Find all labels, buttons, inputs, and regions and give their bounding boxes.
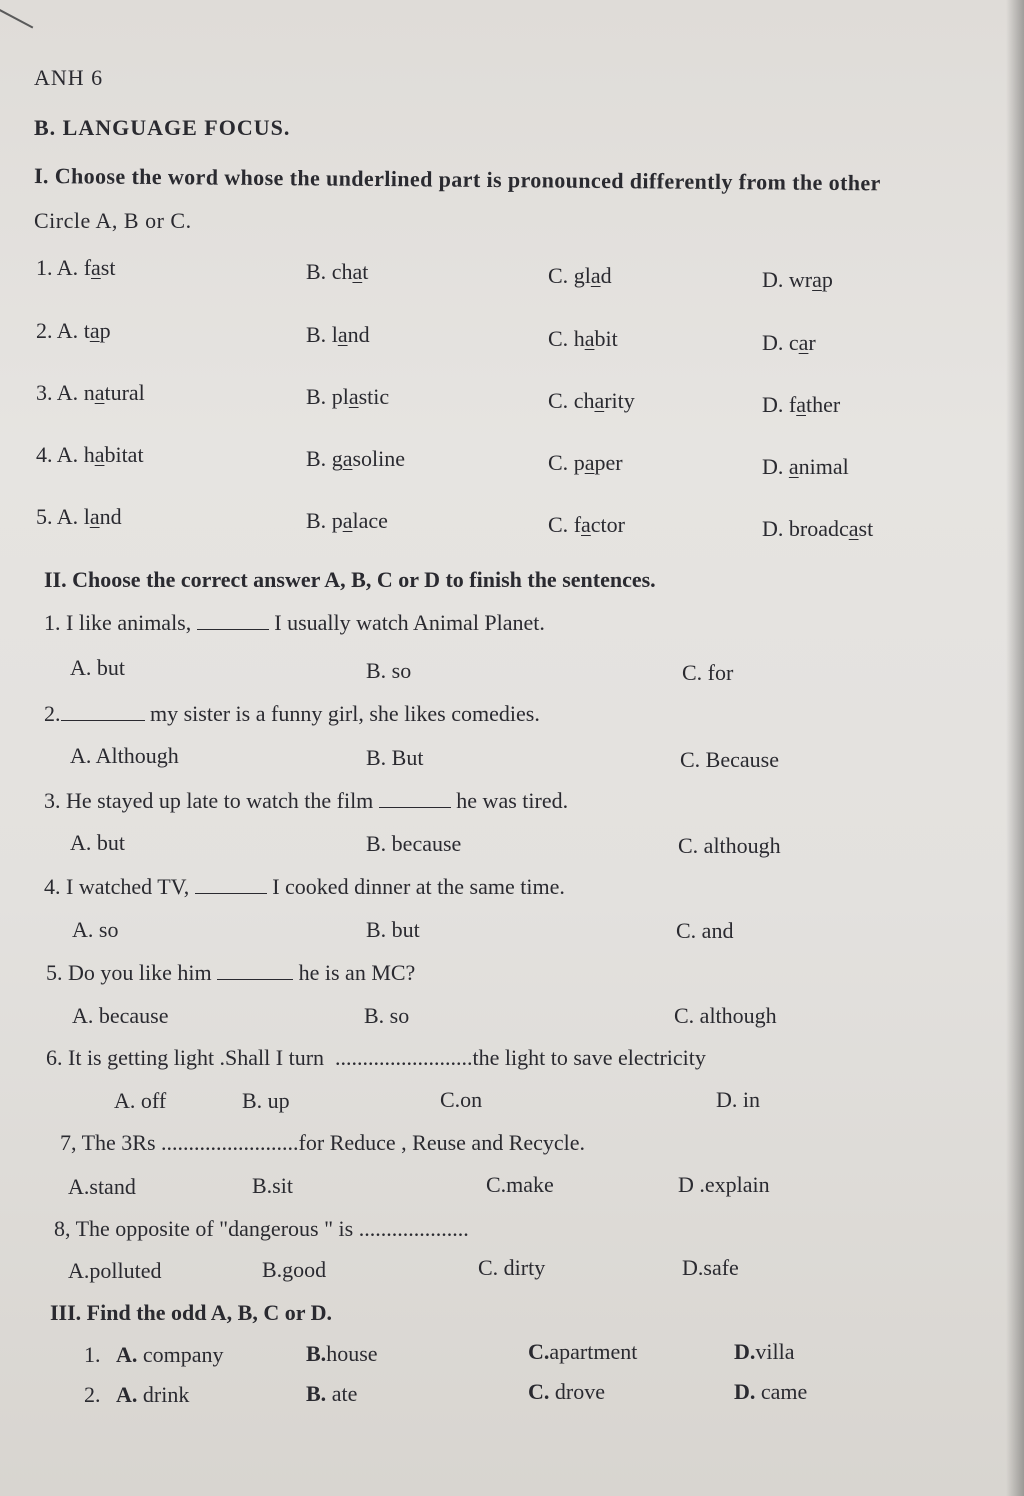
q2-7-option-c[interactable]: C.make — [486, 1172, 554, 1197]
q2-1-option-c[interactable]: C. for — [682, 660, 734, 685]
q2-5-option-a[interactable]: A. because — [72, 1003, 169, 1028]
q2-7-option-a[interactable]: A.stand — [68, 1174, 136, 1199]
q1-5-option-b[interactable]: B. palace — [306, 508, 388, 533]
q1-4-option-a[interactable]: 4. A. habitat — [36, 442, 144, 467]
q1-4-option-c[interactable]: C. paper — [548, 450, 623, 475]
q1-5-option-a[interactable]: 5. A. land — [36, 504, 122, 529]
q1-5-option-d[interactable]: D. broadcast — [762, 516, 874, 541]
q1-1-option-d[interactable]: D. wrap — [762, 267, 833, 292]
section-title: B. LANGUAGE FOCUS. — [34, 115, 291, 140]
q2-3-option-b[interactable]: B. because — [366, 831, 462, 856]
q1-3-option-c[interactable]: C. charity — [548, 388, 635, 413]
q3-1-option-a[interactable]: A. company — [116, 1342, 224, 1367]
q3-2-option-a[interactable]: A. drink — [116, 1382, 190, 1407]
part1-instruction-line2: Circle A, B or C. — [34, 208, 192, 233]
q1-2-option-a[interactable]: 2. A. tap — [36, 318, 111, 343]
q2-2-option-c[interactable]: C. Because — [680, 747, 779, 772]
q3-1-option-c[interactable]: C.apartment — [528, 1339, 638, 1364]
q1-3-option-d[interactable]: D. father — [762, 392, 841, 417]
q2-1-option-b[interactable]: B. so — [366, 658, 412, 683]
q2-7-sentence: 7, The 3Rs .........................for Reduce , Reuse and Recycle. — [60, 1130, 586, 1155]
q2-5-sentence: 5. Do you like him he is an MC? — [46, 960, 416, 985]
q2-8-sentence: 8, The opposite of "dangerous " is .................... — [54, 1216, 469, 1241]
q3-2-option-c[interactable]: C. drove — [528, 1379, 605, 1404]
q3-2-number: 2. — [84, 1382, 101, 1407]
q3-1-option-d[interactable]: D.villa — [734, 1339, 795, 1364]
q1-5-option-c[interactable]: C. factor — [548, 512, 625, 537]
q1-1-option-a[interactable]: 1. A. fast — [36, 255, 116, 280]
q1-2-option-c[interactable]: C. habit — [548, 326, 618, 351]
q2-2-option-b[interactable]: B. But — [366, 745, 424, 770]
pen-mark — [0, 6, 33, 28]
q2-6-option-d[interactable]: D. in — [716, 1087, 760, 1112]
q3-2-option-d[interactable]: D. came — [734, 1379, 808, 1404]
q2-6-option-c[interactable]: C.on — [440, 1087, 483, 1112]
q2-6-option-b[interactable]: B. up — [242, 1088, 290, 1113]
q1-3-option-b[interactable]: B. plastic — [306, 384, 390, 409]
q2-7-option-d[interactable]: D .explain — [678, 1172, 770, 1197]
part2-instruction: II. Choose the correct answer A, B, C or D to finish the sentences. — [44, 567, 656, 592]
q2-4-sentence: 4. I watched TV, I cooked dinner at the same time. — [44, 874, 565, 899]
q2-2-sentence: 2. my sister is a funny girl, she likes comedies. — [44, 701, 540, 726]
q1-1-option-c[interactable]: C. glad — [548, 263, 612, 288]
q3-1-option-b[interactable]: B.house — [306, 1341, 378, 1366]
q1-1-option-b[interactable]: B. chat — [306, 259, 369, 284]
q2-4-option-a[interactable]: A. so — [72, 917, 119, 942]
q3-2-option-b[interactable]: B. ate — [306, 1381, 358, 1406]
q2-6-sentence: 6. It is getting light .Shall I turn .........................the light to save electricity — [46, 1045, 706, 1070]
part3-instruction: III. Find the odd A, B, C or D. — [50, 1300, 332, 1325]
q1-3-option-a[interactable]: 3. A. natural — [36, 380, 145, 405]
q1-4-option-b[interactable]: B. gasoline — [306, 446, 406, 471]
q2-3-option-a[interactable]: A. but — [70, 830, 125, 855]
q2-5-option-c[interactable]: C. although — [674, 1003, 777, 1028]
q2-2-option-a[interactable]: A. Although — [70, 743, 179, 768]
q2-4-option-b[interactable]: B. but — [366, 917, 420, 942]
q2-1-sentence: 1. I like animals, I usually watch Animal Planet. — [44, 610, 545, 635]
q2-8-option-d[interactable]: D.safe — [682, 1255, 739, 1280]
q2-5-option-b[interactable]: B. so — [364, 1003, 410, 1028]
q3-1-number: 1. — [84, 1342, 101, 1367]
q2-4-option-c[interactable]: C. and — [676, 918, 734, 943]
q1-4-option-d[interactable]: D. animal — [762, 454, 849, 479]
part1-instruction: I. Choose the word whose the underlined part is pronounced differently from the other — [33, 163, 881, 196]
q2-8-option-b[interactable]: B.good — [262, 1257, 327, 1282]
q2-6-option-a[interactable]: A. off — [114, 1088, 167, 1113]
q2-3-sentence: 3. He stayed up late to watch the film he was tired. — [44, 788, 569, 813]
q1-2-option-b[interactable]: B. land — [306, 322, 370, 347]
q2-1-option-a[interactable]: A. but — [70, 655, 125, 680]
q2-3-option-c[interactable]: C. although — [678, 833, 781, 858]
page-header: ANH 6 — [34, 65, 104, 90]
q2-7-option-b[interactable]: B.sit — [252, 1173, 293, 1198]
page-edge-shadow — [1006, 0, 1024, 1496]
q2-8-option-a[interactable]: A.polluted — [68, 1258, 162, 1283]
q1-2-option-d[interactable]: D. car — [762, 330, 816, 355]
q2-8-option-c[interactable]: C. dirty — [478, 1255, 546, 1280]
